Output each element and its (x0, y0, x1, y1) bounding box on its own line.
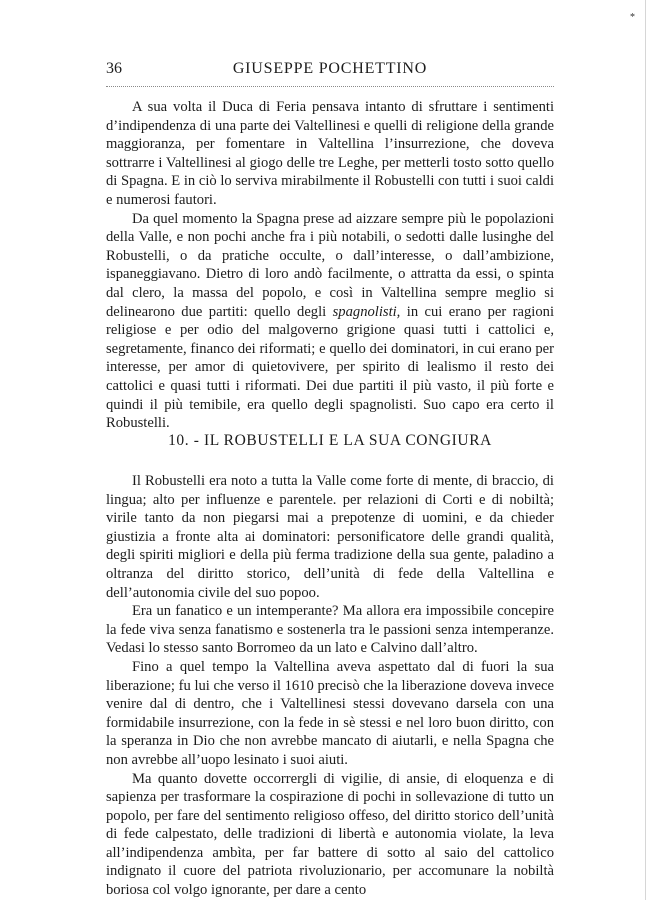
text-run: Era un fanatico e un intemperante? Ma allora era impossibile concepire la fede viva senza fanatismo e sostenerla tra le passioni senza intemperanze. Vedasi lo stesso santo Borromeo da un lato e Calvino dall’altro. (106, 603, 554, 657)
text-run: Da quel momento la Spagna prese ad aizzare sempre più le popolazioni della Valle, e non pochi anche fra i più notabili, o sedotti dalle lusinghe del Robustelli, o da pratiche occulte, o dall’interesse, o dall’ambizione, ispaneggiavano. Dietro di loro andò facilmente, o attratta da essi, o spinta dal clero, la massa del popolo, e così in Valtellina sempre meglio si delinearono due partiti: quello degli (106, 210, 554, 320)
body-text-after-section (106, 472, 554, 900)
text-run: Fino a quel tempo la Valtellina aveva aspettato dal di fuori la sua liberazione; fu lui che verso il 1610 precisò che la liberazione doveva invece venire dal di dentro, che i Valtellinesi stessi dovevano darsela con una formidabile insurrezione, con la fede in sè stessi e nel loro buon diritto, con la speranza in Dio che non avrebbe mancato di aiutarli, e nella Spagna che non avrebbe all’uopo lesinato i suoi aiuti. (106, 658, 554, 768)
paragraph (106, 472, 554, 602)
paragraph (106, 98, 554, 210)
page-number: 36 (106, 60, 122, 77)
text-run: Il Robustelli era noto a tutta la Valle come forte di mente, di braccio, di lingua; alto per influenze e parentele. per relazioni di Corti e di nobiltà; virile tanto da non piegarsi mai a prepotenze di uomini, e da chieder giustizia a fronte alta ai dominatori: personificatore delle grandi qualità, degli spiriti migliori e della più ferma tradizione della sua gente, paladino a oltranza del diritto storico, dell’unità di fede della Valtellina e dell’autonomia civile del suo popoo. (106, 473, 554, 601)
text-run: Ma quanto dovette occorrergli di vigilie, di ansie, di eloquenza e di sapienza per trasformare la cospirazione di pochi in sollevazione di tutto un popolo, per fare del sentimento religioso offeso, del diritto storico dell’unità di fede calpestato, delle tradizioni di libertà e autonomia violate, la leva all’indipendenza ambìta, per far battere di sotto al saio del cattolico indignato il cuore del patriota rivoluzionario, per accomunare la nobiltà boriosa col volgo ignorante, per dare a cento (106, 770, 554, 899)
text-run: A sua volta il Duca di Feria pensava intanto di sfruttare i sentimenti d’indipendenza di una parte dei Valtellinesi e quelli di religione della grande maggioranza, per fomentare in Valtellina l’insurrezione, che doveva sottrarre i Valtellinesi al giogo delle tre Leghe, per metterli tosto sotto quello di Spagna. E in ciò lo serviva mirabilmente il Robustelli con tutti i suoi caldi e numerosi fautori. (106, 99, 554, 208)
paragraph (106, 770, 554, 900)
text-run: in cui erano per ragioni religiose e per odio del malgoverno grigione quasi tutti i cattolici e, segretamente, financo dei riformati; e quello dei dominatori, in cui erano per interesse, per amor di quietovivere, per spirito di lealismo il resto dei cattolici e quasi tutti i riformati. Dei due partiti il più vasto, il più forte e quindi il più temibile, era quello degli spagnolisti. Suo capo era certo il Robustelli. (106, 303, 554, 432)
corner-mark: * (630, 12, 635, 23)
header-rule (106, 86, 554, 87)
paragraph (106, 602, 554, 658)
running-head: GIUSEPPE POCHETTINO (232, 60, 428, 77)
paragraph (106, 210, 554, 433)
body-text-before-section (106, 98, 554, 433)
italic-text-run: spagnolisti, (332, 303, 401, 320)
section-title: 10. - IL ROBUSTELLI E LA SUA CONGIURA (168, 432, 492, 449)
paragraph (106, 658, 554, 770)
page-edge-line (645, 0, 646, 900)
page-header (106, 60, 554, 84)
